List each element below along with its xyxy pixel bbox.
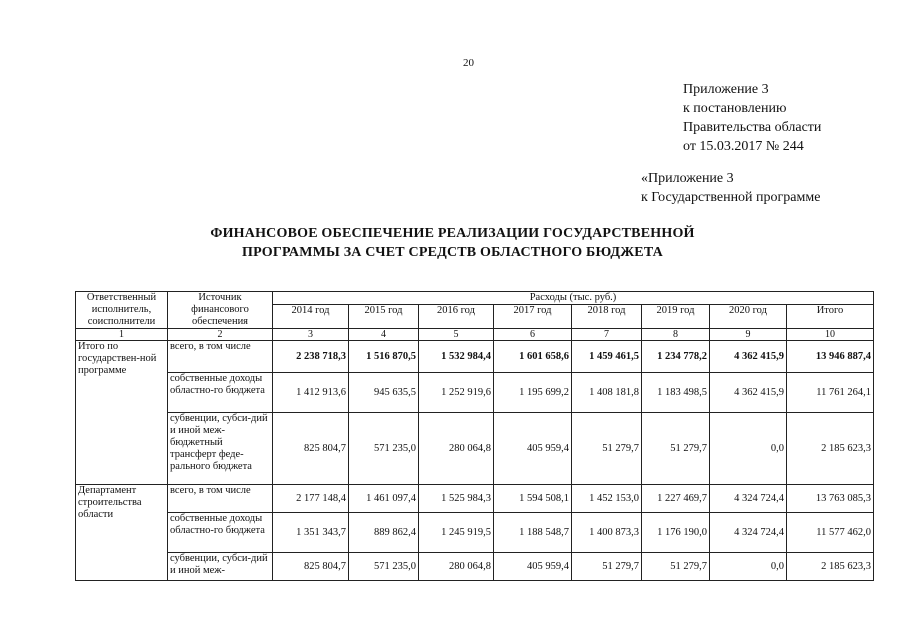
value-cell: 51 279,7 <box>642 553 710 581</box>
value-cell: 1 245 919,5 <box>419 513 494 553</box>
table-row <box>76 341 874 373</box>
value-cell: 1 594 508,1 <box>494 485 572 513</box>
appendix-line: Приложение 3 <box>683 82 769 97</box>
value-cell: 1 195 699,2 <box>494 373 572 413</box>
table-row <box>76 485 874 513</box>
value-cell: 0,0 <box>710 553 787 581</box>
value-cell: 1 183 498,5 <box>642 373 710 413</box>
table-row <box>76 373 874 413</box>
appendix-block <box>683 80 821 156</box>
value-cell: 889 862,4 <box>349 513 419 553</box>
source-cell: всего, в том числе <box>168 485 273 513</box>
value-cell: 51 279,7 <box>642 413 710 485</box>
executor-column-header: Ответственный исполнитель, соисполнители <box>76 292 168 329</box>
value-cell: 13 946 887,4 <box>787 341 874 373</box>
source-cell: субвенции, субси-дий и иной меж-бюджетный трансферт феде-рального бюджета <box>168 413 273 485</box>
value-cell: 1 188 548,7 <box>494 513 572 553</box>
appendix-line: к Государственной программе <box>641 190 821 205</box>
year-header: 2020 год <box>710 305 787 329</box>
value-cell: 4 324 724,4 <box>710 485 787 513</box>
source-cell: собственные доходы областно-го бюджета <box>168 373 273 413</box>
table-row <box>76 413 874 485</box>
table-row <box>76 513 874 553</box>
year-header: 2019 год <box>642 305 710 329</box>
source-cell: всего, в том числе <box>168 341 273 373</box>
column-index-row <box>76 329 874 341</box>
total-header: Итого <box>787 305 874 329</box>
value-cell: 2 185 623,3 <box>787 553 874 581</box>
financing-table <box>75 291 874 581</box>
value-cell: 13 763 085,3 <box>787 485 874 513</box>
column-index: 10 <box>787 329 874 341</box>
value-cell: 571 235,0 <box>349 413 419 485</box>
value-cell: 4 362 415,9 <box>710 341 787 373</box>
value-cell: 1 412 913,6 <box>273 373 349 413</box>
value-cell: 1 459 461,5 <box>572 341 642 373</box>
title-line: ПРОГРАММЫ ЗА СЧЕТ СРЕДСТВ ОБЛАСТНОГО БЮДЖЕТА <box>242 245 663 260</box>
page-number: 20 <box>463 57 474 69</box>
column-index: 3 <box>273 329 349 341</box>
value-cell: 405 959,4 <box>494 553 572 581</box>
value-cell: 1 351 343,7 <box>273 513 349 553</box>
column-index: 7 <box>572 329 642 341</box>
value-cell: 0,0 <box>710 413 787 485</box>
table-row <box>76 553 874 581</box>
column-index: 2 <box>168 329 273 341</box>
value-cell: 2 185 623,3 <box>787 413 874 485</box>
program-appendix-block <box>641 169 820 207</box>
expenses-header: Расходы (тыс. руб.) <box>273 292 874 305</box>
year-header: 2014 год <box>273 305 349 329</box>
value-cell: 51 279,7 <box>572 413 642 485</box>
value-cell: 1 516 870,5 <box>349 341 419 373</box>
source-cell: собственные доходы областно-го бюджета <box>168 513 273 553</box>
document-title <box>0 224 905 262</box>
column-index: 1 <box>76 329 168 341</box>
year-header: 2018 год <box>572 305 642 329</box>
value-cell: 11 761 264,1 <box>787 373 874 413</box>
value-cell: 945 635,5 <box>349 373 419 413</box>
value-cell: 1 461 097,4 <box>349 485 419 513</box>
value-cell: 1 400 873,3 <box>572 513 642 553</box>
value-cell: 1 408 181,8 <box>572 373 642 413</box>
value-cell: 1 601 658,6 <box>494 341 572 373</box>
value-cell: 2 238 718,3 <box>273 341 349 373</box>
title-line: ФИНАНСОВОЕ ОБЕСПЕЧЕНИЕ РЕАЛИЗАЦИИ ГОСУДАРСТВЕННОЙ <box>210 226 695 241</box>
year-header: 2015 год <box>349 305 419 329</box>
value-cell: 1 525 984,3 <box>419 485 494 513</box>
appendix-line: к постановлению <box>683 101 787 116</box>
value-cell: 11 577 462,0 <box>787 513 874 553</box>
value-cell: 1 227 469,7 <box>642 485 710 513</box>
executor-cell: Департамент строительства области <box>76 485 168 581</box>
value-cell: 1 532 984,4 <box>419 341 494 373</box>
value-cell: 405 959,4 <box>494 413 572 485</box>
column-index: 5 <box>419 329 494 341</box>
value-cell: 4 324 724,4 <box>710 513 787 553</box>
executor-cell: Итого по государствен-ной программе <box>76 341 168 485</box>
column-index: 6 <box>494 329 572 341</box>
value-cell: 1 452 153,0 <box>572 485 642 513</box>
column-index: 9 <box>710 329 787 341</box>
appendix-line: «Приложение 3 <box>641 171 734 186</box>
value-cell: 280 064,8 <box>419 553 494 581</box>
year-header: 2017 год <box>494 305 572 329</box>
value-cell: 2 177 148,4 <box>273 485 349 513</box>
value-cell: 1 176 190,0 <box>642 513 710 553</box>
value-cell: 1 234 778,2 <box>642 341 710 373</box>
value-cell: 1 252 919,6 <box>419 373 494 413</box>
value-cell: 571 235,0 <box>349 553 419 581</box>
year-header: 2016 год <box>419 305 494 329</box>
source-cell: субвенции, субси-дий и иной меж- <box>168 553 273 581</box>
value-cell: 4 362 415,9 <box>710 373 787 413</box>
column-index: 4 <box>349 329 419 341</box>
value-cell: 51 279,7 <box>572 553 642 581</box>
source-column-header: Источник финансового обеспечения <box>168 292 273 329</box>
appendix-line: Правительства области <box>683 120 822 135</box>
value-cell: 825 804,7 <box>273 553 349 581</box>
value-cell: 825 804,7 <box>273 413 349 485</box>
value-cell: 280 064,8 <box>419 413 494 485</box>
appendix-line: от 15.03.2017 № 244 <box>683 139 804 154</box>
column-index: 8 <box>642 329 710 341</box>
